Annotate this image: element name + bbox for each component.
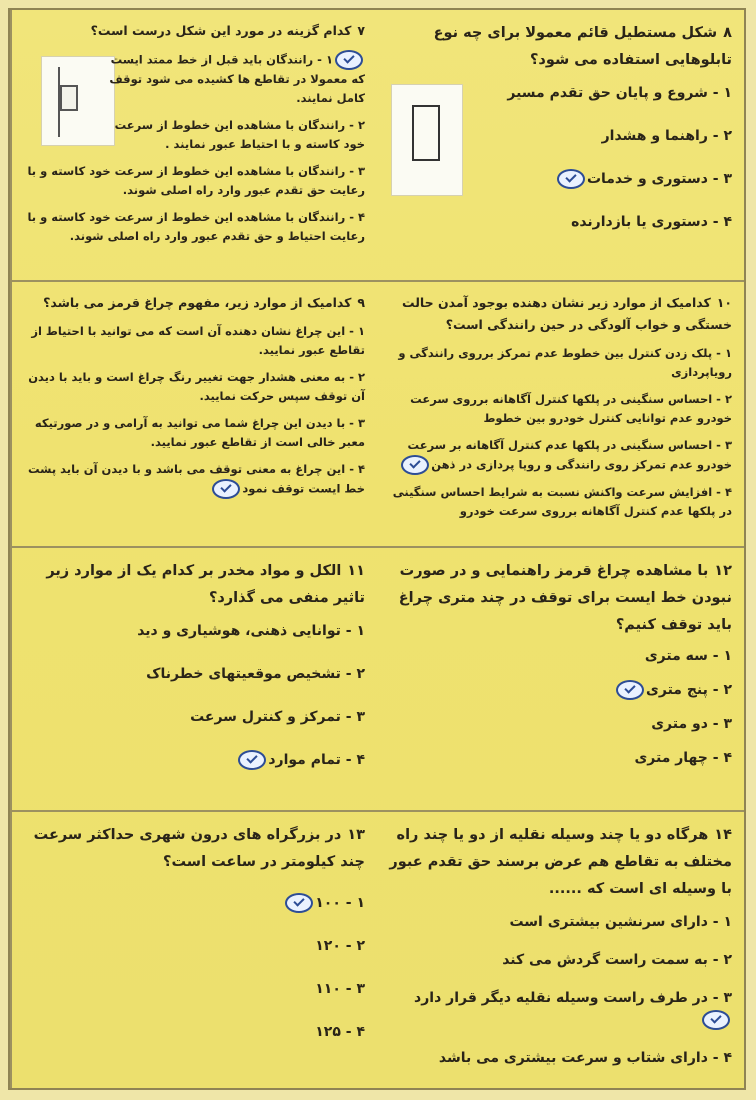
- question-9-option-3[interactable]: ۳ - با دیدن این چراغ شما می توانید به آرامی و در صورتیکه معبر خالی است از تقاطع عبور نمایید.: [34, 416, 365, 449]
- question-14-options: [389, 911, 732, 1069]
- question-8: [377, 10, 744, 282]
- question-8-option-3[interactable]: ۳ - دستوری و خدمات: [389, 168, 732, 190]
- check-circle-icon: [401, 455, 429, 475]
- question-13-text: ۱۳در بزرگراه های درون شهری حداکثر سرعت چند کیلومتر در ساعت است؟: [33, 827, 365, 870]
- question-12-options: [389, 645, 732, 769]
- question-9-option-2[interactable]: ۲ - به معنی هشدار جهت تغییر رنگ چراغ است و باید با دیدن آن توقف سپس حرکت نمایید.: [28, 370, 365, 403]
- question-10-option-1[interactable]: ۱ - پلک زدن کنترل بین خطوط عدم تمرکز برروی رانندگی و رویاپردازی: [398, 346, 732, 379]
- question-13-options: [24, 892, 365, 1043]
- question-8-option-1[interactable]: ۱ - شروع و پایان حق تقدم مسیر: [507, 85, 732, 101]
- question-12-option-1[interactable]: ۱ - سه متری: [644, 648, 732, 664]
- question-13-option-3[interactable]: ۳ - ۱۱۰: [315, 981, 365, 997]
- question-8-text: ۸شکل مستطیل قائم معمولا برای چه نوع تابلوهایی استفاده می شود؟: [433, 25, 732, 68]
- question-13-option-4[interactable]: ۴ - ۱۲۵: [315, 1024, 365, 1040]
- question-11-options: [24, 620, 365, 771]
- question-14-option-3[interactable]: ۳ - در طرف راست وسیله نقلیه دیگر قرار دارد: [389, 987, 732, 1031]
- question-9-options: [24, 322, 365, 499]
- question-11-option-3[interactable]: ۳ - تمرکز و کنترل سرعت: [190, 709, 365, 725]
- question-7-option-4[interactable]: ۴ - رانندگان با مشاهده این خطوط از سرعت خود کاسته و با رعایت احتیاط و حق تقدم عبور وارد راه اصلی شوند.: [27, 210, 365, 243]
- question-14: [377, 812, 744, 1088]
- question-12-option-3[interactable]: ۳ - دو متری: [651, 716, 732, 732]
- check-circle-icon: [557, 169, 585, 189]
- question-10: [377, 282, 744, 548]
- question-12-option-2[interactable]: ۲ - پنج متری: [389, 679, 732, 701]
- question-8-option-2[interactable]: ۲ - راهنما و هشدار: [601, 128, 732, 144]
- question-12-text: ۱۲با مشاهده چراغ قرمز راهنمایی و در صورت نبودن خط ایست برای توقف در چند متری چراغ باید توقف کنیم؟: [398, 563, 732, 633]
- check-circle-icon: [335, 50, 363, 70]
- check-circle-icon: [702, 1010, 730, 1030]
- question-10-text: ۱۰کدامیک از موارد زیر نشان دهنده بوجود آمدن حالت خستگی و خواب آلودگی در حین رانندگی است؟: [401, 295, 732, 332]
- question-9-option-1[interactable]: ۱ - این چراغ نشان دهنده آن است که می توانید با احتیاط از تقاطع عبور نمایید.: [31, 324, 365, 357]
- question-14-option-1[interactable]: ۱ - دارای سرنشین بیشتری است: [509, 914, 732, 930]
- question-9: [10, 282, 377, 548]
- question-sheet: [8, 8, 746, 1090]
- question-13-option-2[interactable]: ۲ - ۱۲۰: [315, 938, 365, 954]
- question-14-text: ۱۴هرگاه دو یا چند وسیله نقلیه از دو یا چند راه مختلف به تقاطع هم عرض برسند حق تقدم عبور با وسیله ای است که ......: [389, 827, 732, 897]
- question-9-option-4[interactable]: ۴ - این چراغ به معنی توقف می باشد و با دیدن آن باید پشت خط ایست توقف نمود: [24, 460, 365, 499]
- question-7-option-1[interactable]: ۱ - رانندگان باید قبل از خط ممتد ایست که معمولا در تقاطع ها کشیده می شود توقف کامل نمایند.: [104, 50, 365, 108]
- question-10-option-4[interactable]: ۴ - افزایش سرعت واکنش نسبت به شرایط احساس سنگینی در پلکها عدم کنترل آگاهانه برروی سرعت خودرو: [392, 485, 732, 518]
- question-9-text: ۹کدامیک از موارد زیر، مفهوم چراغ قرمز می باشد؟: [43, 295, 365, 310]
- check-circle-icon: [616, 680, 644, 700]
- question-11-option-2[interactable]: ۲ - تشخیص موقعیتهای خطرناک: [146, 666, 365, 682]
- question-14-option-2[interactable]: ۲ - به سمت راست گردش می کند: [502, 952, 732, 968]
- question-11-text: ۱۱الکل و مواد مخدر بر کدام یک از موارد زیر تاثیر منفی می گذارد؟: [46, 563, 365, 606]
- question-7-option-2[interactable]: ۲ - رانندگان با مشاهده این خطوط از سرعت خود کاسته و با احتیاط عبور نمایند .: [114, 118, 365, 151]
- check-circle-icon: [285, 893, 313, 913]
- question-10-option-3[interactable]: ۳ - احساس سنگینی در پلکها عدم کنترل آگاهانه بر سرعت خودرو عدم تمرکز روی رانندگی و رویا پردازی در ذهن: [389, 436, 732, 475]
- question-12: [377, 548, 744, 812]
- question-7-text: ۷کدام گزینه در مورد این شکل درست است؟: [90, 23, 365, 38]
- check-circle-icon: [238, 750, 266, 770]
- question-13: [10, 812, 377, 1088]
- check-circle-icon: [212, 479, 240, 499]
- question-11: [10, 548, 377, 812]
- question-14-option-4[interactable]: ۴ - دارای شتاب و سرعت بیشتری می باشد: [438, 1050, 732, 1066]
- question-10-option-2[interactable]: ۲ - احساس سنگینی در پلکها کنترل آگاهانه برروی سرعت خودرو عدم توانایی کنترل خودرو بین خطوط: [410, 392, 732, 425]
- question-11-option-1[interactable]: ۱ - توانایی ذهنی، هوشیاری و دید: [137, 623, 365, 639]
- question-8-option-4[interactable]: ۴ - دستوری یا بازدارنده: [571, 214, 732, 230]
- question-7: [10, 10, 377, 282]
- question-11-option-4[interactable]: ۴ - تمام موارد: [24, 749, 365, 771]
- question-12-option-4[interactable]: ۴ - چهار متری: [634, 750, 732, 766]
- question-7-option-3[interactable]: ۳ - رانندگان با مشاهده این خطوط از سرعت خود کاسته و با رعایت حق تقدم عبور وارد راه اصلی شوند.: [27, 164, 365, 197]
- question-10-options: [389, 344, 732, 521]
- question-13-option-1[interactable]: ۱ - ۱۰۰: [24, 892, 365, 914]
